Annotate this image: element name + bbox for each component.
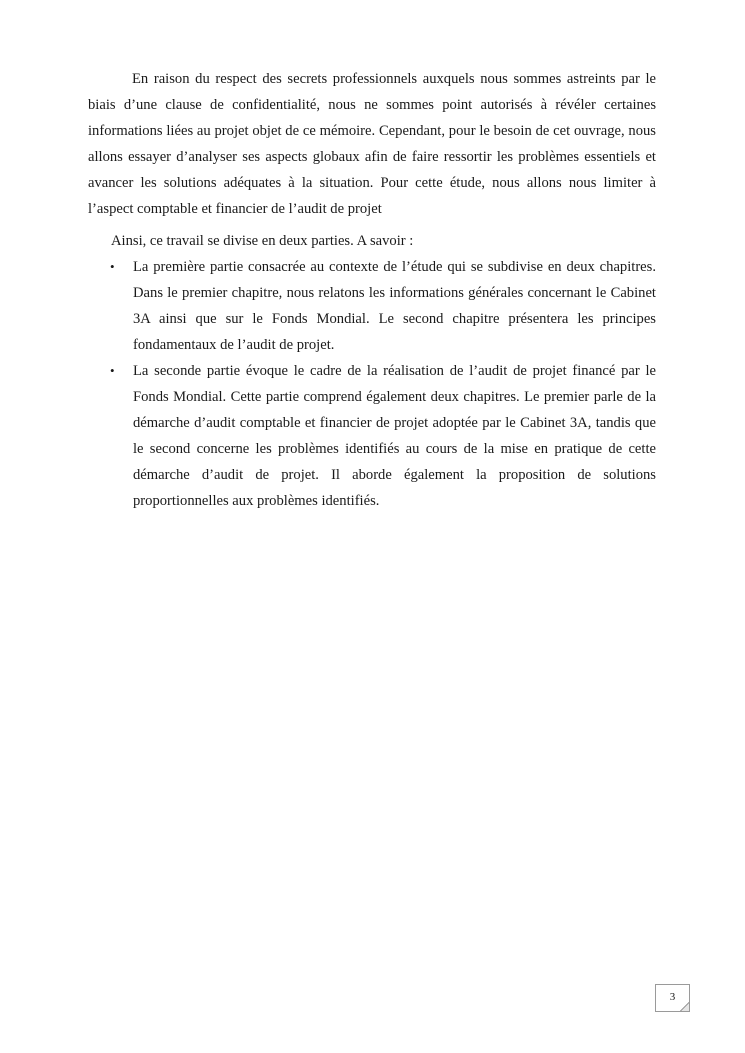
parts-list [88, 254, 656, 514]
page-body [88, 66, 656, 514]
list-item-part-one [88, 254, 656, 358]
page-number: 3 [669, 991, 676, 1003]
intro-paragraph: En raison du respect des secrets professionnels auxquels nous sommes astreints par le biais d’une clause de confidentialité, nous ne sommes point autorisés à révéler certaines informations liées au projet objet de ce mémoire. Cependant, pour le besoin de cet ouvrage, nous allons essayer d’analyser ses aspects globaux afin de faire ressortir les problèmes essentiels et avancer les solutions adéquates à la situation. Pour cette étude, nous allons nous limiter à l’aspect comptable et financier de l’audit de projet [88, 71, 656, 217]
bullet-icon: • [110, 363, 115, 378]
page-number-box [655, 984, 690, 1012]
bullet-icon: • [110, 259, 115, 274]
plan-intro: Ainsi, ce travail se divise en deux parties. A savoir : [111, 233, 414, 249]
list-item-text: La première partie consacrée au contexte de l’étude qui se subdivise en deux chapitres. Dans le premier chapitre, nous relatons les informations générales concernant le Cabinet 3A ainsi que sur le Fonds Mondial. Le second chapitre présentera les principes fondamentaux de l’audit de projet. [133, 259, 656, 353]
list-item-text: La seconde partie évoque le cadre de la réalisation de l’audit de projet financé par le Fonds Mondial. Cette partie comprend également deux chapitres. Le premier parle de la démarche d’audit comptable et financier de projet adoptée par le Cabinet 3A, tandis que le second concerne les problèmes identifiés au cours de la mise en pratique de cette démarche d’audit de projet. Il aborde également la proposition de solutions proportionnelles aux problèmes identifiés. [133, 363, 656, 509]
page-curl-icon [680, 1002, 689, 1011]
list-item-part-two [88, 358, 656, 514]
